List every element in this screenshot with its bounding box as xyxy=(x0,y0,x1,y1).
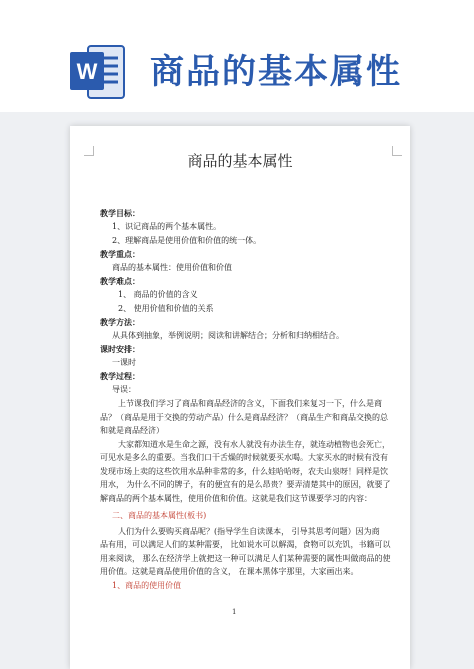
body-text-line: 品？（商品是用于交换的劳动产品）什么是商品经济？（商品生产和商品交换的总 xyxy=(100,413,388,422)
document-title: 商品的基本属性 xyxy=(187,152,293,170)
body-text-line: 2、 使用价值和价值的关系 xyxy=(118,304,214,313)
section-heading: 课时安排： xyxy=(100,345,140,354)
body-text-line: 解商品的两个基本属性，使用价值和价值。这就是我们这节课要学习的内容： xyxy=(100,494,372,503)
body-text-line: 从具体到抽象，举例说明；阅读和讲解结合；分析和归纳相结合。 xyxy=(112,331,344,340)
word-document-icon xyxy=(68,42,128,102)
body-text-line: 用水， 为什么不同的牌子，有的便宜有的是么昂贵？要弄清楚其中的原因，就要了 xyxy=(100,480,391,489)
body-text-line: 可见水是多么的重要。当我们口干舌燥的时候就要买水喝。大家买水的时候有没有 xyxy=(100,453,388,462)
section-heading: 教学过程： xyxy=(100,372,140,381)
body-text-line: 商品的基本属性：使用价值和价值 xyxy=(112,263,232,272)
body-text-line: 用价值。这就是商品使用价值的含义， 在课本黑体字那里，大家画出来。 xyxy=(100,567,359,576)
body-text-line: 品有用，可以满足人们的某种需要， 比如说水可以解渴，食物可以充饥，书籍可以 xyxy=(100,540,391,549)
body-text-line: 2、理解商品是使用价值和价值的统一体。 xyxy=(112,236,262,245)
section-heading: 教学难点： xyxy=(100,277,140,286)
page-number: 1 xyxy=(232,608,237,616)
body-text-line: 二、商品的基本属性(板书) xyxy=(112,511,207,520)
body-text-line: 1、商品的使用价值 xyxy=(112,581,182,590)
section-heading: 教学重点： xyxy=(100,250,140,259)
body-text-line: 和就是商品经济） xyxy=(100,426,164,435)
body-text-line: 大家都知道水是生命之源，没有水人就没有办法生存，就连动植物也会死亡， xyxy=(118,440,390,449)
body-text-line: 人们为什么要购买商品呢？(指导学生自读课本， 引导其思考问题）因为商 xyxy=(118,527,380,536)
body-text-line: 1、识记商品的两个基本属性。 xyxy=(112,222,222,231)
body-text-line: 用来阅读， 那么在经济学上就把这一种可以满足人们某种需要的属性叫做商品的使 xyxy=(100,554,391,563)
section-heading: 教学方法： xyxy=(100,318,140,327)
banner-title: 商品的基本属性 xyxy=(150,52,402,92)
body-text-line: 1、 商品的价值的含义 xyxy=(118,290,198,299)
header-banner xyxy=(0,0,474,112)
body-text-line: 导误： xyxy=(112,385,136,394)
body-text-line: 发现市场上卖的这些饮用水品种非常的多，什么娃哈哈呀，农夫山泉呀！同样是饮 xyxy=(100,467,388,476)
body-text-line: 一课时 xyxy=(112,358,136,367)
svg-text:W: W xyxy=(76,59,98,84)
body-text-line: 上节课我们学习了商品和商品经济的含义，下面我们来复习一下，什么是商 xyxy=(118,399,382,408)
section-heading: 教学目标： xyxy=(100,209,140,218)
